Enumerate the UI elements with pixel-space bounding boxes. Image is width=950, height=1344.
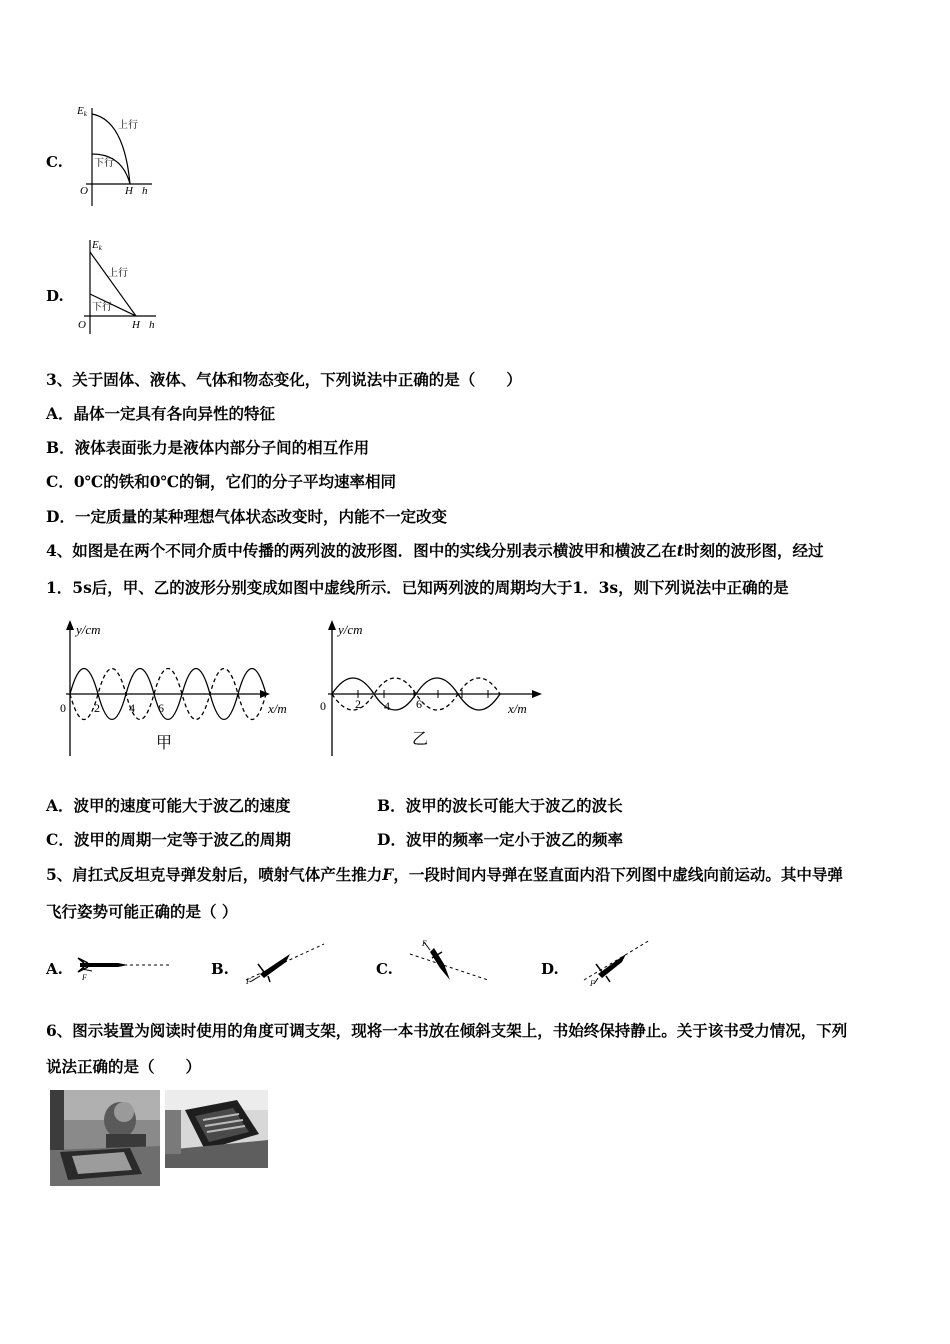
q4-var-t: t [676,541,684,560]
missile-b-body [260,954,290,978]
wave-jia-x-label: x/m [268,701,287,716]
wave-jia-tick-6: 6 [158,701,164,715]
q4-stem-line1: 4、如图是在两个不同介质中传播的两列波的波形图．图中的实线分别表示横波甲和横波乙在t时刻的波形图，经过 [46,541,824,560]
wave-figure-yi [318,618,558,760]
graph-c-h-mark: H [125,185,133,197]
q5-stem-line2: 飞行姿势可能正确的是（ ） [46,902,238,921]
reading-stand-photo-1 [50,1090,160,1186]
option-c-label: C. [46,153,63,171]
q5-option-a-label: A. [46,960,63,978]
wave-yi-tick-6: 6 [416,697,422,711]
wave-jia-y-arrow [66,620,74,630]
missile-a-body [80,963,128,967]
q3-stem: 3、关于固体、液体、气体和物态变化，下列说法中正确的是（ ） [46,370,522,389]
missile-c-force: F [422,939,427,948]
wave-figure-jia [56,618,306,760]
graph-c-x-label: h [142,185,148,197]
missile-d-force: F [590,979,595,988]
wave-yi-x-label: x/m [508,701,527,716]
graph-c-up-label: 上行 [118,120,138,131]
missile-figure-c [404,936,494,986]
missile-figure-d [570,934,656,988]
q4-stem-line2: 1．5s后，甲、乙的波形分别变成如图中虚线所示．已知两列波的周期均大于1．3s，则下列说法中正确的是 [46,578,789,597]
graph-c-origin: O [80,185,88,197]
wave-yi-x-arrow [532,690,542,698]
graph-d-h-mark: H [132,319,140,331]
missile-d-body [598,954,626,978]
wave-jia-tick-0: 0 [60,701,66,715]
graph-c-y-label: Ek [77,105,87,118]
missile-a-force: F [82,973,87,982]
graph-c-down-label: 下行 [94,158,114,169]
q5-var-f: F [382,865,394,884]
q5-option-b-label: B. [211,960,229,978]
q4-option-d: D．波甲的频率一定小于波乙的频率 [377,830,623,849]
wave-jia-y-label: y/cm [76,622,101,637]
q4-option-a: A．波甲的速度可能大于波乙的速度 [46,796,291,815]
graph-d-y-label: Ek [92,239,102,252]
wave-yi-y-label: y/cm [338,622,363,637]
option-d-label: D. [46,287,64,305]
graph-d-origin: O [78,319,86,331]
q6-stem-line2: 说法正确的是（ ） [46,1057,202,1076]
q6-stem-line1: 6、图示装置为阅读时使用的角度可调支架，现将一本书放在倾斜支架上，书始终保持静止。关于该书受力情况，下列 [46,1021,848,1040]
wave-jia-caption: 甲 [156,735,173,752]
reading-stand-photo-2 [165,1090,268,1168]
wave-jia-tick-2: 2 [94,701,100,715]
q3-option-d: D．一定质量的某种理想气体状态改变时，内能不一定改变 [46,507,447,526]
q4-option-c: C．波甲的周期一定等于波乙的周期 [46,830,291,849]
graph-d-up-label: 上行 [108,268,128,279]
graph-d-x-label: h [149,319,155,331]
wave-yi-tick-2: 2 [355,697,361,711]
wave-yi-caption: 乙 [412,731,429,748]
missile-b-force: F [246,977,251,986]
wave-jia-tick-4: 4 [129,701,135,715]
q5-option-c-label: C. [376,960,393,978]
q3-option-a: A．晶体一定具有各向异性的特征 [46,404,276,423]
graph-c [72,100,162,212]
q5-option-d-label: D. [541,960,559,978]
q3-option-b: B．液体表面张力是液体内部分子间的相互作用 [46,438,370,457]
q3-option-c: C．0℃的铁和0℃的铜，它们的分子平均速率相同 [46,472,397,491]
missile-figure-b [238,936,328,986]
graph-d-down-label: 下行 [92,302,112,313]
q5-stem-line1: 5、肩扛式反坦克导弹发射后，喷射气体产生推力F，一段时间内导弹在竖直面内沿下列图中虚线向前运动。其中导弹 [46,865,843,884]
missile-figure-a [72,950,176,984]
q4-option-b: B．波甲的波长可能大于波乙的波长 [377,796,623,815]
wave-yi-tick-0: 0 [320,699,326,713]
graph-d [72,234,164,338]
wave-yi-y-arrow [328,620,336,630]
wave-yi-tick-4: 4 [384,699,390,713]
